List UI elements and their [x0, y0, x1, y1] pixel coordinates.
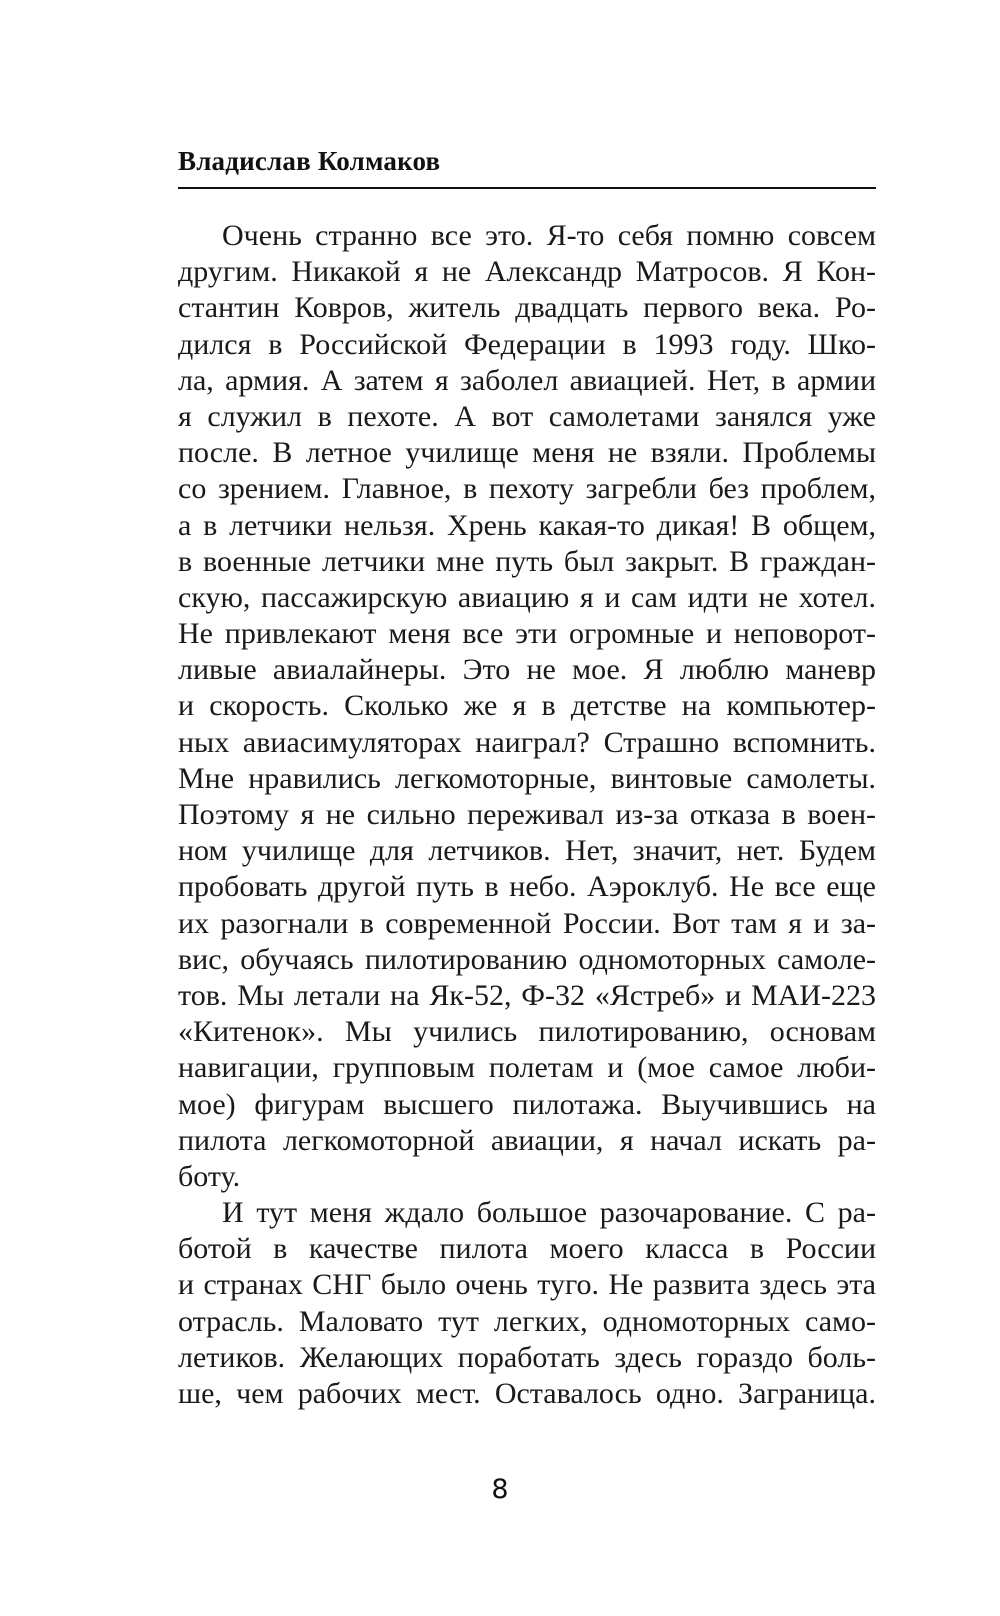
running-head-author: Владислав Колмаков: [178, 146, 441, 176]
text-line: ном училище для летчиков. Нет, значит, нет. Будем: [178, 834, 876, 868]
text-line: я служил в пехоте. А вот самолетами занялся уже: [178, 399, 876, 433]
text-line: стантин Ковров, житель двадцать первого века. Ро-: [178, 291, 876, 325]
paragraph: [178, 1195, 876, 1412]
text-line: мое) фигурам высшего пилотажа. Выучившись на: [178, 1087, 876, 1121]
text-line: ных авиасимуляторах наиграл? Страшно вспомнить.: [178, 725, 876, 759]
text-line: ботой в качестве пилота моего класса в России: [178, 1232, 876, 1266]
text-line: «Китенок». Мы учились пилотированию, основам: [178, 1015, 876, 1049]
text-line: тов. Мы летали на Як-52, Ф-32 «Ястреб» и МАИ-223: [178, 978, 876, 1012]
text-line: навигации, групповым полетам и (мое самое люби-: [178, 1051, 876, 1085]
text-line: Не привлекают меня все эти огромные и неповорот-: [178, 617, 876, 651]
text-line: со зрением. Главное, в пехоту загребли без проблем,: [178, 472, 876, 506]
text-line: в военные летчики мне путь был закрыт. В граждан-: [178, 544, 876, 578]
page-number: 8: [491, 1474, 509, 1505]
text-line: Поэтому я не сильно переживал из-за отказа в воен-: [178, 798, 876, 831]
text-line: пилота легкомоторной авиации, я начал искать ра-: [178, 1123, 876, 1157]
text-line: и странах СНГ было очень туго. Не развита здесь эта: [178, 1268, 876, 1302]
text-line: Очень странно все это. Я-то себя помню совсем: [222, 219, 876, 252]
text-line: и скорость. Сколько же я в детстве на компьютер-: [178, 689, 876, 723]
text-line: летиков. Желающих поработать здесь гораздо боль-: [178, 1340, 876, 1374]
text-line: а в летчики нельзя. Хрень какая-то дикая! В общем,: [178, 508, 876, 542]
text-line: отрасль. Маловато тут легких, одномоторных само-: [178, 1304, 876, 1338]
text-line: скую, пассажирскую авиацию я и сам идти не хотел.: [178, 580, 876, 614]
text-line: И тут меня ждало большое разочарование. С ра-: [222, 1196, 876, 1230]
text-line: после. В летное училище меня не взяли. Проблемы: [178, 436, 876, 470]
text-line: дился в Российской Федерации в 1993 году. Шко-: [178, 327, 876, 361]
text-line: Мне нравились легкомоторные, винтовые самолеты.: [178, 761, 876, 795]
header-rule: [178, 187, 876, 189]
text-line: боту.: [178, 1159, 241, 1193]
body-text: [178, 218, 876, 1412]
text-line: ла, армия. А затем я заболел авиацией. Нет, в армии: [178, 363, 876, 397]
text-line: ше, чем рабочих мест. Оставалось одно. Заграница.: [178, 1377, 876, 1410]
text-line: вис, обучаясь пилотированию одномоторных самоле-: [178, 942, 876, 976]
text-line: пробовать другой путь в небо. Аэроклуб. Не все еще: [178, 870, 876, 904]
text-line: ливые авиалайнеры. Это не мое. Я люблю маневр: [178, 653, 876, 687]
text-line: их разогнали в современной России. Вот там я и за-: [178, 906, 876, 940]
text-line: другим. Никакой я не Александр Матросов. Я Кон-: [178, 255, 876, 289]
paragraph: [178, 218, 876, 1195]
